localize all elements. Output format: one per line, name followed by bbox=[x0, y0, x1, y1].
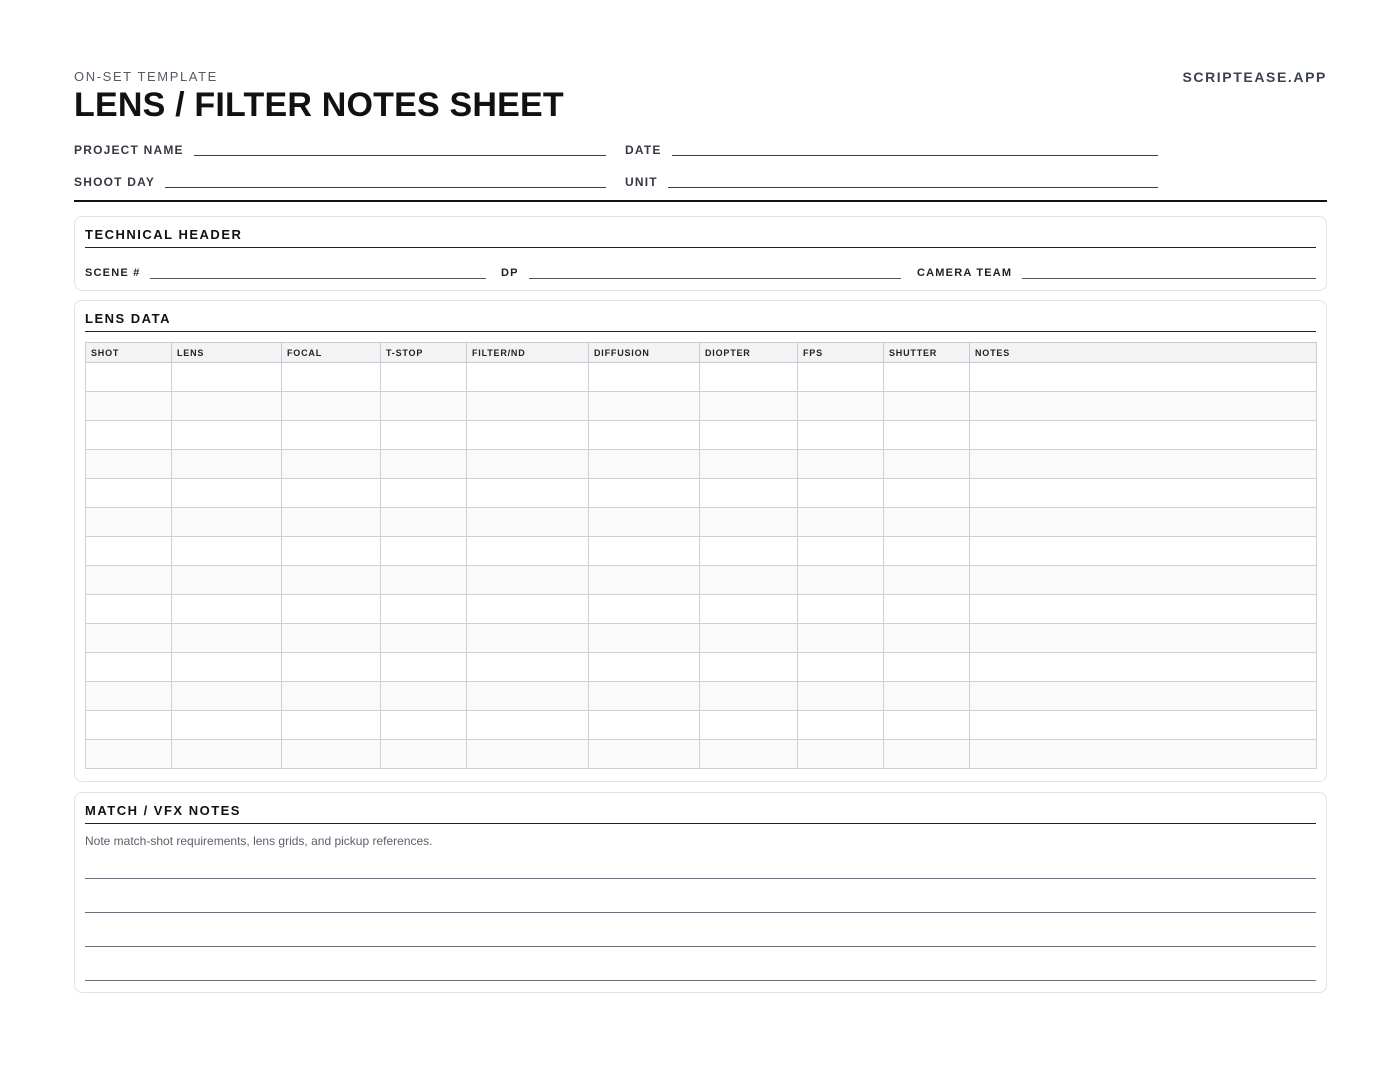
table-cell[interactable] bbox=[970, 682, 1317, 711]
table-cell[interactable] bbox=[282, 711, 381, 740]
technical-header-heading bbox=[85, 225, 1316, 248]
scene-line[interactable] bbox=[150, 277, 486, 279]
column-header-shot: SHOT bbox=[86, 343, 172, 363]
table-cell[interactable] bbox=[970, 421, 1317, 450]
table-cell[interactable] bbox=[172, 479, 282, 508]
template-eyebrow: ON-SET TEMPLATE bbox=[74, 69, 218, 84]
table-header-row bbox=[86, 343, 1317, 363]
table-cell[interactable] bbox=[467, 421, 589, 450]
table-cell[interactable] bbox=[381, 450, 467, 479]
unit-line[interactable] bbox=[668, 186, 1158, 188]
table-cell[interactable] bbox=[884, 392, 970, 421]
table-cell[interactable] bbox=[381, 711, 467, 740]
table-cell[interactable] bbox=[86, 421, 172, 450]
header-divider bbox=[74, 200, 1327, 202]
meta-row-project bbox=[74, 138, 1158, 158]
table-cell[interactable] bbox=[467, 392, 589, 421]
column-header-filter-nd: FILTER/ND bbox=[467, 343, 589, 363]
table-row bbox=[86, 653, 1317, 682]
table-row bbox=[86, 363, 1317, 392]
scene-field[interactable] bbox=[85, 262, 486, 280]
project-name-line[interactable] bbox=[194, 154, 606, 156]
table-cell[interactable] bbox=[282, 421, 381, 450]
table-cell[interactable] bbox=[884, 624, 970, 653]
date-label: DATE bbox=[625, 143, 662, 157]
table-cell[interactable] bbox=[172, 392, 282, 421]
dp-label: DP bbox=[501, 267, 519, 279]
table-cell[interactable] bbox=[381, 537, 467, 566]
table-cell[interactable] bbox=[700, 421, 798, 450]
table-cell[interactable] bbox=[86, 711, 172, 740]
vfx-note-line[interactable] bbox=[85, 980, 1316, 981]
table-cell[interactable] bbox=[700, 363, 798, 392]
table-cell[interactable] bbox=[700, 624, 798, 653]
table-cell[interactable] bbox=[172, 595, 282, 624]
table-row bbox=[86, 421, 1317, 450]
table-cell[interactable] bbox=[970, 653, 1317, 682]
table-cell[interactable] bbox=[381, 479, 467, 508]
table-cell[interactable] bbox=[589, 450, 700, 479]
table-cell[interactable] bbox=[589, 740, 700, 769]
table-cell[interactable] bbox=[884, 537, 970, 566]
table-cell[interactable] bbox=[381, 595, 467, 624]
table-cell[interactable] bbox=[798, 450, 884, 479]
table-cell[interactable] bbox=[589, 682, 700, 711]
lens-data-card bbox=[74, 300, 1327, 782]
table-cell[interactable] bbox=[282, 624, 381, 653]
table-cell[interactable] bbox=[86, 479, 172, 508]
table-cell[interactable] bbox=[172, 624, 282, 653]
table-cell[interactable] bbox=[172, 508, 282, 537]
table-cell[interactable] bbox=[467, 537, 589, 566]
table-cell[interactable] bbox=[798, 624, 884, 653]
table-cell[interactable] bbox=[467, 711, 589, 740]
table-cell[interactable] bbox=[282, 682, 381, 711]
table-cell[interactable] bbox=[970, 537, 1317, 566]
table-cell[interactable] bbox=[381, 682, 467, 711]
table-cell[interactable] bbox=[172, 363, 282, 392]
table-cell[interactable] bbox=[700, 450, 798, 479]
table-cell[interactable] bbox=[381, 421, 467, 450]
table-row bbox=[86, 624, 1317, 653]
camera-team-label: CAMERA TEAM bbox=[917, 267, 1013, 279]
table-cell[interactable] bbox=[86, 740, 172, 769]
table-cell[interactable] bbox=[467, 363, 589, 392]
table-cell[interactable] bbox=[700, 653, 798, 682]
table-cell[interactable] bbox=[86, 508, 172, 537]
table-cell[interactable] bbox=[589, 421, 700, 450]
unit-label: UNIT bbox=[625, 175, 658, 189]
table-row bbox=[86, 392, 1317, 421]
brand-link[interactable]: SCRIPTEASE.APP bbox=[1182, 69, 1327, 85]
table-cell[interactable] bbox=[589, 595, 700, 624]
table-cell[interactable] bbox=[884, 450, 970, 479]
table-cell[interactable] bbox=[172, 421, 282, 450]
table-cell[interactable] bbox=[798, 653, 884, 682]
vfx-notes-title: MATCH / VFX NOTES bbox=[85, 803, 241, 818]
table-cell[interactable] bbox=[884, 363, 970, 392]
technical-header-card bbox=[74, 216, 1327, 291]
table-cell[interactable] bbox=[282, 566, 381, 595]
table-cell[interactable] bbox=[700, 537, 798, 566]
table-cell[interactable] bbox=[798, 537, 884, 566]
table-cell[interactable] bbox=[381, 740, 467, 769]
table-cell[interactable] bbox=[700, 595, 798, 624]
table-cell[interactable] bbox=[381, 624, 467, 653]
table-cell[interactable] bbox=[467, 595, 589, 624]
table-cell[interactable] bbox=[798, 682, 884, 711]
table-cell[interactable] bbox=[172, 682, 282, 711]
table-cell[interactable] bbox=[589, 566, 700, 595]
table-cell[interactable] bbox=[282, 595, 381, 624]
table-row bbox=[86, 566, 1317, 595]
table-cell[interactable] bbox=[970, 508, 1317, 537]
shoot-day-field[interactable] bbox=[74, 170, 606, 190]
table-cell[interactable] bbox=[86, 392, 172, 421]
lens-data-table bbox=[85, 342, 1317, 769]
table-cell[interactable] bbox=[884, 595, 970, 624]
table-cell[interactable] bbox=[884, 682, 970, 711]
table-cell[interactable] bbox=[381, 566, 467, 595]
table-cell[interactable] bbox=[700, 682, 798, 711]
table-cell[interactable] bbox=[700, 392, 798, 421]
column-header-t-stop: T-STOP bbox=[381, 343, 467, 363]
table-cell[interactable] bbox=[282, 363, 381, 392]
vfx-notes-card bbox=[74, 792, 1327, 993]
column-header-lens: LENS bbox=[172, 343, 282, 363]
table-row bbox=[86, 450, 1317, 479]
scene-label: SCENE # bbox=[85, 267, 141, 279]
table-cell[interactable] bbox=[467, 479, 589, 508]
vfx-note-line[interactable] bbox=[85, 912, 1316, 913]
table-cell[interactable] bbox=[700, 508, 798, 537]
table-cell[interactable] bbox=[589, 711, 700, 740]
table-cell[interactable] bbox=[970, 363, 1317, 392]
column-header-fps: FPS bbox=[798, 343, 884, 363]
table-cell[interactable] bbox=[798, 421, 884, 450]
table-cell[interactable] bbox=[86, 624, 172, 653]
table-cell[interactable] bbox=[86, 653, 172, 682]
unit-field[interactable] bbox=[625, 170, 1158, 190]
table-cell[interactable] bbox=[970, 711, 1317, 740]
lens-data-body bbox=[86, 363, 1317, 769]
table-cell[interactable] bbox=[381, 392, 467, 421]
table-cell[interactable] bbox=[970, 392, 1317, 421]
table-cell[interactable] bbox=[700, 740, 798, 769]
table-cell[interactable] bbox=[282, 479, 381, 508]
table-cell[interactable] bbox=[282, 392, 381, 421]
table-cell[interactable] bbox=[467, 682, 589, 711]
lens-data-title: LENS DATA bbox=[85, 311, 171, 326]
vfx-notes-hint: Note match-shot requirements, lens grids, and pickup references. bbox=[85, 834, 433, 848]
table-cell[interactable] bbox=[467, 740, 589, 769]
meta-row-shoot bbox=[74, 170, 1158, 190]
table-cell[interactable] bbox=[86, 595, 172, 624]
table-cell[interactable] bbox=[700, 566, 798, 595]
table-cell[interactable] bbox=[86, 682, 172, 711]
table-cell[interactable] bbox=[884, 740, 970, 769]
table-cell[interactable] bbox=[381, 363, 467, 392]
table-cell[interactable] bbox=[700, 711, 798, 740]
table-cell[interactable] bbox=[589, 537, 700, 566]
date-field[interactable] bbox=[625, 138, 1158, 158]
table-cell[interactable] bbox=[589, 653, 700, 682]
table-cell[interactable] bbox=[884, 479, 970, 508]
table-cell[interactable] bbox=[970, 450, 1317, 479]
table-cell[interactable] bbox=[884, 653, 970, 682]
table-cell[interactable] bbox=[282, 508, 381, 537]
table-cell[interactable] bbox=[172, 566, 282, 595]
table-cell[interactable] bbox=[884, 508, 970, 537]
table-cell[interactable] bbox=[970, 479, 1317, 508]
table-cell[interactable] bbox=[172, 740, 282, 769]
table-cell[interactable] bbox=[589, 508, 700, 537]
dp-field[interactable] bbox=[501, 262, 901, 280]
table-cell[interactable] bbox=[86, 363, 172, 392]
lens-data-heading bbox=[85, 309, 1316, 332]
shoot-day-label: SHOOT DAY bbox=[74, 175, 156, 189]
table-cell[interactable] bbox=[467, 653, 589, 682]
column-header-shutter: SHUTTER bbox=[884, 343, 970, 363]
table-cell[interactable] bbox=[282, 653, 381, 682]
table-cell[interactable] bbox=[798, 566, 884, 595]
table-cell[interactable] bbox=[589, 392, 700, 421]
table-cell[interactable] bbox=[589, 363, 700, 392]
column-header-diffusion: DIFFUSION bbox=[589, 343, 700, 363]
table-cell[interactable] bbox=[884, 711, 970, 740]
table-cell[interactable] bbox=[282, 537, 381, 566]
project-name-field[interactable] bbox=[74, 138, 606, 158]
table-cell[interactable] bbox=[467, 508, 589, 537]
table-cell[interactable] bbox=[172, 537, 282, 566]
table-row bbox=[86, 682, 1317, 711]
date-line[interactable] bbox=[672, 154, 1158, 156]
table-cell[interactable] bbox=[467, 566, 589, 595]
table-cell[interactable] bbox=[970, 595, 1317, 624]
column-header-diopter: DIOPTER bbox=[700, 343, 798, 363]
table-cell[interactable] bbox=[172, 711, 282, 740]
table-cell[interactable] bbox=[86, 537, 172, 566]
table-row bbox=[86, 508, 1317, 537]
technical-header-title: TECHNICAL HEADER bbox=[85, 227, 243, 242]
table-cell[interactable] bbox=[86, 450, 172, 479]
table-cell[interactable] bbox=[589, 479, 700, 508]
table-row bbox=[86, 479, 1317, 508]
table-cell[interactable] bbox=[282, 740, 381, 769]
column-header-focal: FOCAL bbox=[282, 343, 381, 363]
table-cell[interactable] bbox=[589, 624, 700, 653]
camera-team-line[interactable] bbox=[1022, 277, 1316, 279]
dp-line[interactable] bbox=[529, 277, 901, 279]
table-cell[interactable] bbox=[970, 624, 1317, 653]
table-cell[interactable] bbox=[798, 740, 884, 769]
table-cell[interactable] bbox=[798, 363, 884, 392]
table-row bbox=[86, 537, 1317, 566]
vfx-note-line[interactable] bbox=[85, 946, 1316, 947]
table-cell[interactable] bbox=[798, 392, 884, 421]
vfx-note-line[interactable] bbox=[85, 878, 1316, 879]
shoot-day-line[interactable] bbox=[165, 186, 606, 188]
table-cell[interactable] bbox=[467, 624, 589, 653]
table-cell[interactable] bbox=[86, 566, 172, 595]
technical-header-fields bbox=[85, 262, 1316, 280]
table-row bbox=[86, 740, 1317, 769]
table-cell[interactable] bbox=[381, 508, 467, 537]
table-cell[interactable] bbox=[970, 740, 1317, 769]
project-name-label: PROJECT NAME bbox=[74, 143, 184, 157]
camera-team-field[interactable] bbox=[917, 262, 1316, 280]
table-cell[interactable] bbox=[467, 450, 589, 479]
table-cell[interactable] bbox=[970, 566, 1317, 595]
table-row bbox=[86, 595, 1317, 624]
table-cell[interactable] bbox=[884, 421, 970, 450]
table-cell[interactable] bbox=[798, 595, 884, 624]
table-cell[interactable] bbox=[282, 450, 381, 479]
table-cell[interactable] bbox=[172, 450, 282, 479]
table-cell[interactable] bbox=[798, 711, 884, 740]
column-header-notes: NOTES bbox=[970, 343, 1317, 363]
table-cell[interactable] bbox=[798, 479, 884, 508]
table-cell[interactable] bbox=[172, 653, 282, 682]
table-row bbox=[86, 711, 1317, 740]
table-cell[interactable] bbox=[700, 479, 798, 508]
page-title: LENS / FILTER NOTES SHEET bbox=[74, 86, 564, 124]
vfx-notes-heading bbox=[85, 801, 1316, 824]
table-cell[interactable] bbox=[798, 508, 884, 537]
table-cell[interactable] bbox=[381, 653, 467, 682]
table-cell[interactable] bbox=[884, 566, 970, 595]
